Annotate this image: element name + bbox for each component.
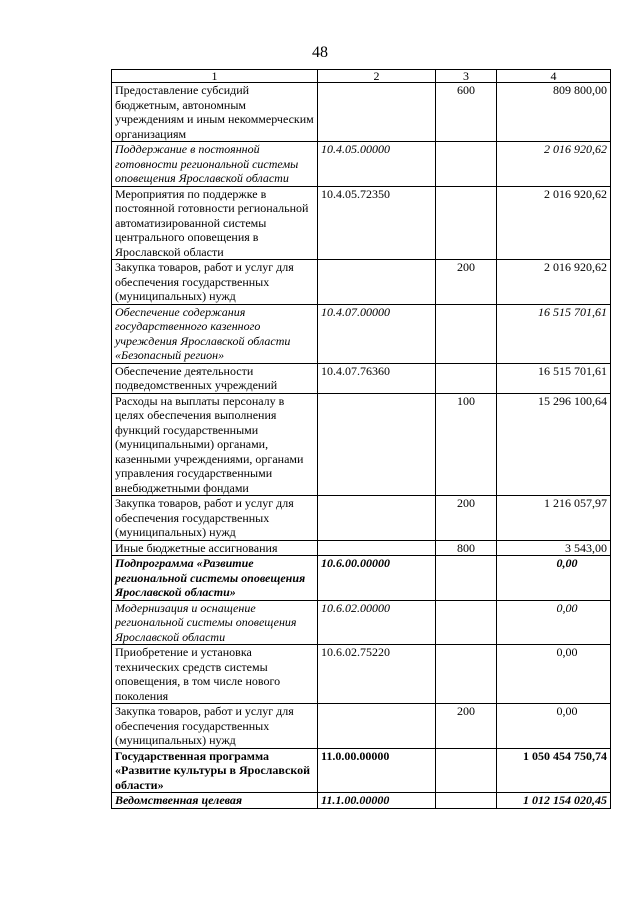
row-amount-cell: 0,00	[497, 600, 611, 645]
row-amount-cell: 1 216 057,97	[497, 496, 611, 541]
row-name-cell: Закупка товаров, работ и услуг для обеспечения государственных (муниципальных) нужд	[112, 496, 318, 541]
row-name-cell: Иные бюджетные ассигнования	[112, 540, 318, 556]
row-amount-cell: 0,00	[497, 704, 611, 749]
column-header: 3	[436, 70, 497, 83]
row-expense-type-cell	[436, 363, 497, 393]
table-row	[112, 304, 611, 363]
row-code-cell: 10.4.07.76360	[318, 363, 436, 393]
table-row	[112, 748, 611, 793]
row-expense-type-cell	[436, 304, 497, 363]
row-code-cell	[318, 260, 436, 305]
row-expense-type-cell	[436, 748, 497, 793]
row-name-cell: Ведомственная целевая	[112, 793, 318, 809]
row-code-cell	[318, 496, 436, 541]
row-name-cell: Закупка товаров, работ и услуг для обеспечения государственных (муниципальных) нужд	[112, 704, 318, 749]
row-code-cell: 11.0.00.00000	[318, 748, 436, 793]
row-amount-cell: 0,00	[497, 556, 611, 601]
table-row	[112, 83, 611, 142]
column-header: 4	[497, 70, 611, 83]
table-row	[112, 793, 611, 809]
row-name-cell: Подпрограмма «Развитие региональной системы оповещения Ярославской области»	[112, 556, 318, 601]
row-amount-cell: 809 800,00	[497, 83, 611, 142]
row-amount-cell: 1 050 454 750,74	[497, 748, 611, 793]
row-name-cell: Государственная программа «Развитие культуры в Ярославской области»	[112, 748, 318, 793]
row-code-cell	[318, 393, 436, 496]
page-number: 48	[312, 44, 328, 61]
table-row	[112, 393, 611, 496]
row-amount-cell: 0,00	[497, 645, 611, 704]
row-amount-cell: 16 515 701,61	[497, 363, 611, 393]
row-expense-type-cell: 100	[436, 393, 497, 496]
row-code-cell	[318, 540, 436, 556]
row-name-cell: Предоставление субсидий бюджетным, автономным учреждениям и иным некоммерческим организациям	[112, 83, 318, 142]
row-expense-type-cell: 200	[436, 496, 497, 541]
row-code-cell: 10.4.05.00000	[318, 142, 436, 187]
table-row	[112, 556, 611, 601]
column-header: 2	[318, 70, 436, 83]
row-code-cell	[318, 704, 436, 749]
table-row	[112, 260, 611, 305]
column-header: 1	[112, 70, 318, 83]
row-code-cell	[318, 83, 436, 142]
budget-table	[111, 69, 611, 809]
table-row	[112, 142, 611, 187]
table-row	[112, 363, 611, 393]
row-name-cell: Обеспечение деятельности подведомственных учреждений	[112, 363, 318, 393]
row-expense-type-cell	[436, 600, 497, 645]
table-row	[112, 600, 611, 645]
table-row	[112, 186, 611, 260]
row-amount-cell: 2 016 920,62	[497, 186, 611, 260]
row-expense-type-cell	[436, 142, 497, 187]
row-name-cell: Приобретение и установка технических средств системы оповещения, в том числе нового поколения	[112, 645, 318, 704]
table-row	[112, 540, 611, 556]
row-amount-cell: 3 543,00	[497, 540, 611, 556]
table-row	[112, 496, 611, 541]
row-expense-type-cell	[436, 186, 497, 260]
row-code-cell: 10.4.05.72350	[318, 186, 436, 260]
row-amount-cell: 16 515 701,61	[497, 304, 611, 363]
row-expense-type-cell: 600	[436, 83, 497, 142]
row-code-cell: 11.1.00.00000	[318, 793, 436, 809]
row-code-cell: 10.6.02.75220	[318, 645, 436, 704]
row-name-cell: Модернизация и оснащение региональной системы оповещения Ярославской области	[112, 600, 318, 645]
row-expense-type-cell: 200	[436, 260, 497, 305]
table-header-row	[112, 70, 611, 83]
row-code-cell: 10.6.02.00000	[318, 600, 436, 645]
row-expense-type-cell: 800	[436, 540, 497, 556]
row-name-cell: Поддержание в постоянной готовности региональной системы оповещения Ярославской области	[112, 142, 318, 187]
row-expense-type-cell	[436, 793, 497, 809]
table-row	[112, 645, 611, 704]
table-row	[112, 704, 611, 749]
row-name-cell: Мероприятия по поддержке в постоянной готовности региональной автоматизированной системы центрального оповещения в Ярославской области	[112, 186, 318, 260]
row-expense-type-cell	[436, 556, 497, 601]
row-name-cell: Обеспечение содержания государственного казенного учреждения Ярославской области «Безопасный регион»	[112, 304, 318, 363]
row-amount-cell: 2 016 920,62	[497, 260, 611, 305]
row-name-cell: Закупка товаров, работ и услуг для обеспечения государственных (муниципальных) нужд	[112, 260, 318, 305]
row-expense-type-cell	[436, 645, 497, 704]
row-name-cell: Расходы на выплаты персоналу в целях обеспечения выполнения функций государственными (муниципальными) органами, казенными учреждениями, органами управления государственными внебюджетными фондами	[112, 393, 318, 496]
row-expense-type-cell: 200	[436, 704, 497, 749]
row-amount-cell: 1 012 154 020,45	[497, 793, 611, 809]
row-amount-cell: 15 296 100,64	[497, 393, 611, 496]
row-amount-cell: 2 016 920,62	[497, 142, 611, 187]
row-code-cell: 10.4.07.00000	[318, 304, 436, 363]
row-code-cell: 10.6.00.00000	[318, 556, 436, 601]
